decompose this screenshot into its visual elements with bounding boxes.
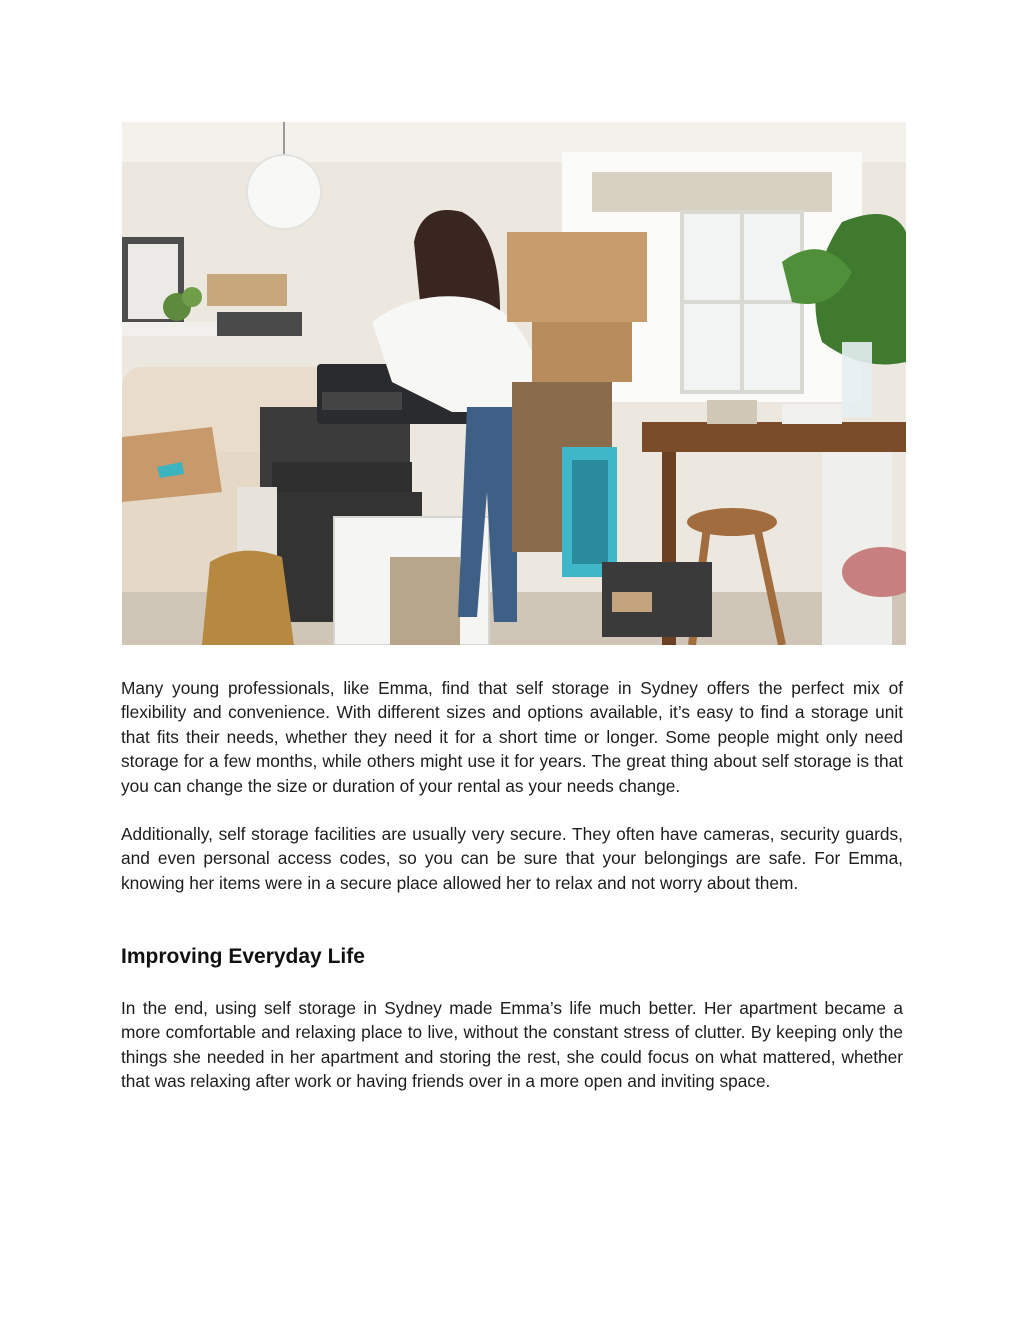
body-paragraph-1: Many young professionals, like Emma, find that self storage in Sydney offers the perfect mix of flexibility and convenience. With different sizes and options available, it’s easy to find a storage unit that fits their needs, whether they need it for a short time or longer. Some people might only need storage for a few months, while others might use it for years. The great thing about self storage is that you can change the size or duration of your rental as your needs change. (121, 678, 903, 796)
body-paragraph-3: In the end, using self storage in Sydney made Emma’s life much better. Her apartment became a more comfortable and relaxing place to live, without the constant stress of clutter. By keeping only the things she needed in her apartment and storing the rest, she could focus on what mattered, whether that was relaxing after work or having friends over in a more open and inviting space. (121, 998, 903, 1092)
article-photo (122, 122, 906, 645)
woman-packing-boxes-illustration (122, 122, 906, 645)
section-heading: Improving Everyday Life (121, 945, 365, 968)
body-paragraph-2: Additionally, self storage facilities are usually very secure. They often have cameras, security guards, and even personal access codes, so you can be sure that your belongings are safe. For Emma, knowing her items were in a secure place allowed her to relax and not worry about them. (121, 824, 903, 893)
